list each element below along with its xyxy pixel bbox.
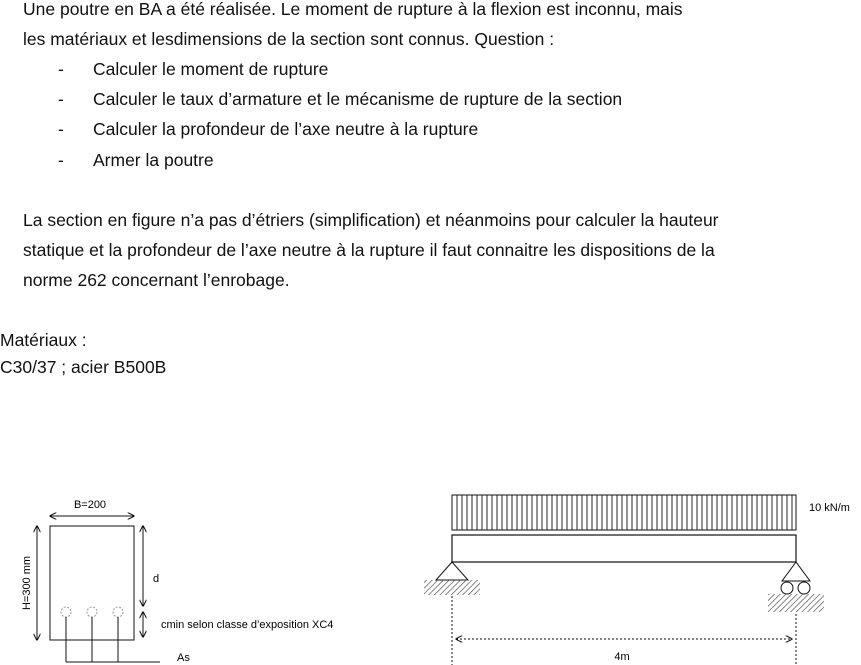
d-label: d	[153, 573, 160, 585]
question-item: Calculer le taux d’armature et le mécanisme de rupture de la section	[93, 89, 623, 109]
distributed-load	[452, 495, 796, 530]
materials-heading: Matériaux :	[0, 330, 87, 350]
load-label: 10 kN/m	[809, 502, 850, 514]
cover-label: cmin selon classe d’exposition XC4	[161, 619, 334, 631]
note-line-2: statique et la profondeur de l’axe neutre à la rupture il faut connaitre les dispositions de la	[23, 240, 715, 260]
figures	[0, 480, 861, 665]
roller-support	[768, 562, 824, 612]
rebar	[113, 607, 123, 617]
beam	[452, 535, 796, 562]
bullet: -	[58, 59, 64, 79]
steel-label: As	[177, 652, 190, 664]
rebar	[61, 607, 71, 617]
beam-diagram	[424, 495, 850, 665]
pinned-support	[424, 562, 480, 595]
height-label: H=300 mm	[21, 555, 33, 611]
question-item: Calculer le moment de rupture	[93, 59, 329, 79]
note-line-1: La section en figure n’a pas d’étriers (simplification) et néanmoins pour calculer la hauteur	[23, 210, 719, 230]
intro-line-2: les matériaux et lesdimensions de la section sont connus. Question :	[23, 29, 555, 49]
question-item: Armer la poutre	[93, 150, 214, 170]
intro-line-1: Une poutre en BA a été réalisée. Le moment de rupture à la flexion est inconnu, mais	[23, 0, 683, 19]
cross-section	[21, 499, 333, 664]
materials-value: C30/37 ; acier B500B	[0, 357, 167, 377]
bullet: -	[58, 119, 64, 139]
bullet: -	[58, 150, 64, 170]
span-label: 4m	[614, 651, 630, 663]
width-label: B=200	[73, 499, 107, 511]
bullet: -	[58, 89, 64, 109]
question-item: Calculer la profondeur de l’axe neutre à la rupture	[93, 119, 479, 139]
rebar	[87, 607, 97, 617]
note-line-3: norme 262 concernant l’enrobage.	[23, 270, 290, 290]
